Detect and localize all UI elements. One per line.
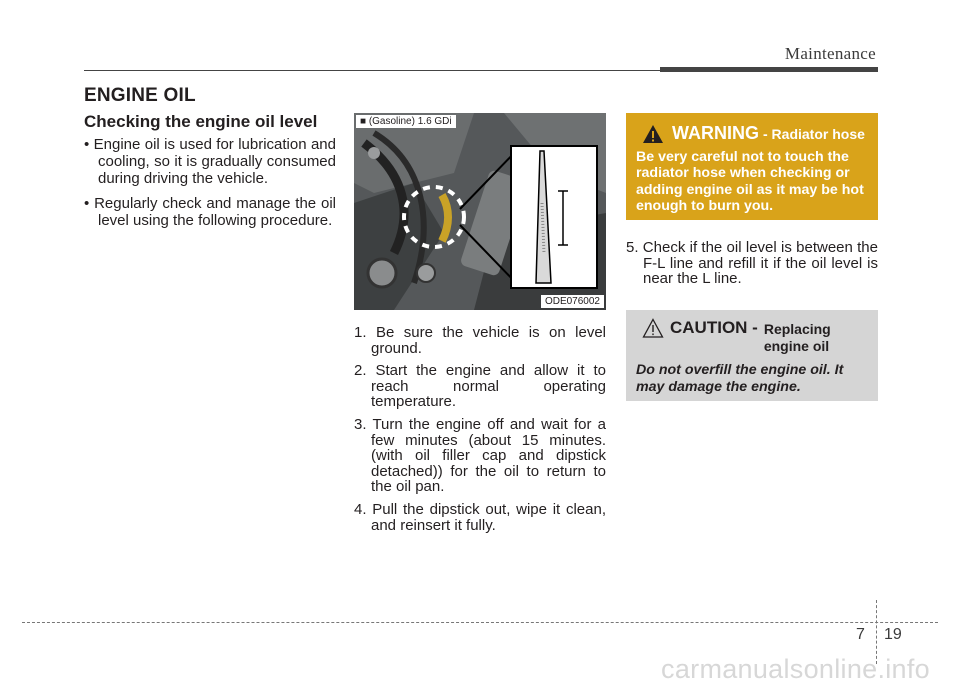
section-heading: Checking the engine oil level (84, 112, 318, 131)
step-item: 1. Be sure the vehicle is on level ground. (354, 324, 606, 357)
chapter-number: 7 (856, 626, 865, 643)
warning-subtitle: - Radiator hose (763, 125, 865, 142)
page-title: ENGINE OIL (84, 85, 196, 106)
figure-code: ODE076002 (541, 295, 604, 308)
bullet-item: • Regularly check and manage the oil level using the following procedure. (84, 195, 336, 229)
caution-box (626, 310, 878, 401)
step-item: 2. Start the engine and allow it to reach normal operating temperature. (354, 362, 606, 411)
bullet-item: • Engine oil is used for lubrication and cooling, so it is gradually consumed during driving the vehicle. (84, 136, 336, 187)
watermark: carmanualsonline.info (661, 654, 930, 684)
engine-figure (354, 113, 606, 310)
engine-illustration (354, 113, 606, 310)
caution-header (642, 318, 868, 355)
caution-triangle-icon (642, 318, 664, 338)
figure-label: ■ (Gasoline) 1.6 GDi (356, 115, 456, 128)
step-item: 3. Turn the engine off and wait for a few minutes (about 15 minutes. (with oil filler cap and dipstick detached)) for the oil to return to the oil pan. (354, 415, 606, 496)
intro-column (84, 136, 336, 237)
warning-header (642, 123, 868, 144)
warning-text: Be very careful not to touch the radiator hose when checking or adding engine oil as it may be hot enough to burn you. (636, 149, 864, 215)
caution-subtitle: Replacing engine oil (763, 321, 831, 354)
caution-text: Do not overfill the engine oil. It may damage the engine. (636, 362, 844, 395)
header-rule (84, 70, 664, 71)
warning-box (626, 113, 878, 220)
header-rule-thick (660, 67, 878, 72)
steps-column (354, 325, 606, 540)
section-title: Maintenance (784, 44, 876, 63)
step-item: 5. Check if the oil level is between the F-L line and refill it if the oil level is near the L line. (626, 239, 878, 288)
warning-word: WARNING (672, 123, 759, 143)
step-item: 4. Pull the dipstick out, wipe it clean, and reinsert it fully. (354, 500, 606, 534)
caution-word: CAUTION - (670, 318, 758, 337)
step5-column (626, 240, 878, 287)
warning-triangle-icon (642, 124, 664, 144)
page-number: 19 (884, 626, 902, 643)
footer-rule (22, 622, 938, 623)
